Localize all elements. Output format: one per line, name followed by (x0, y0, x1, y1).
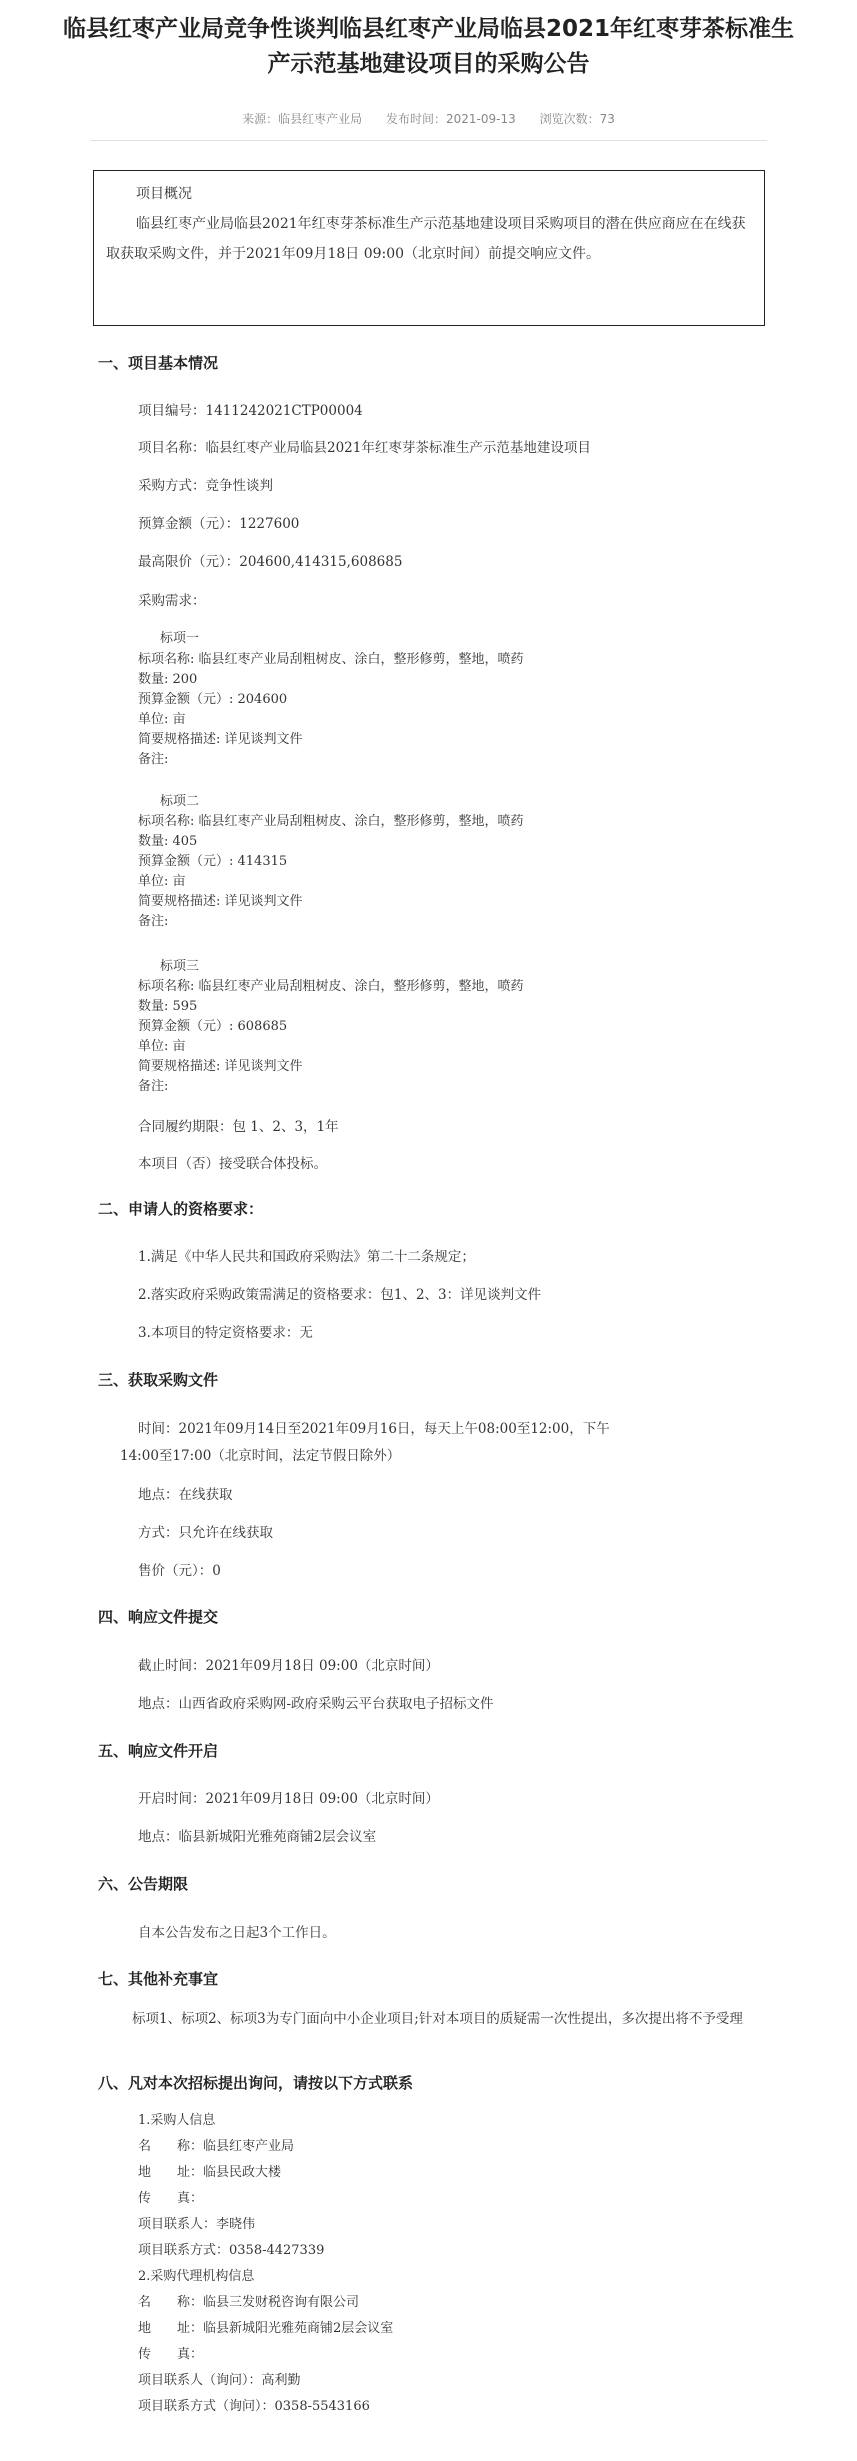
submission-place: 地点：山西省政府采购网-政府采购云平台获取电子招标文件 (138, 1696, 494, 1712)
lot-1-note: 备注: (138, 752, 169, 767)
project-number: 项目编号：1411242021CTP00004 (138, 403, 363, 419)
section-4-heading: 四、响应文件提交 (98, 1608, 219, 1626)
consortium-note: 本项目（否）接受联合体投标。 (138, 1156, 327, 1172)
obtain-time-line-1: 时间：2021年09月14日至2021年09月16日，每天上午08:00至12:00，下午 (138, 1421, 610, 1437)
section-2-heading: 二、申请人的资格要求： (98, 1200, 264, 1218)
qualification-2: 2.落实政府采购政策需满足的资格要求：包1、2、3：详见谈判文件 (138, 1287, 542, 1303)
section-1-heading: 一、项目基本情况 (98, 354, 219, 372)
buyer-fax: 传 真： (138, 2191, 204, 2206)
lot-3-spec: 简要规格描述: 详见谈判文件 (138, 1059, 303, 1074)
qualification-3: 3.本项目的特定资格要求：无 (138, 1325, 313, 1341)
section-8-heading: 八、凡对本次招标提出询问，请按以下方式联系 (98, 2074, 414, 2092)
contract-period: 合同履约期限：包 1、2、3，1年 (138, 1119, 339, 1135)
agent-name: 名 称：临县三发财税咨询有限公司 (138, 2295, 360, 2310)
budget-amount: 预算金额（元）：1227600 (138, 516, 300, 532)
lot-2-unit: 单位: 亩 (138, 874, 186, 889)
obtain-way: 方式：只允许在线获取 (138, 1525, 273, 1541)
agent-info-heading: 2.采购代理机构信息 (138, 2269, 255, 2284)
divider (90, 140, 767, 141)
lot-2-note: 备注: (138, 914, 169, 929)
lot-3-unit: 单位: 亩 (138, 1039, 186, 1054)
section-5-heading: 五、响应文件开启 (98, 1742, 219, 1760)
publish-time: 发布时间：2021-09-13 (385, 112, 516, 126)
lot-1-unit: 单位: 亩 (138, 712, 186, 727)
lot-3-qty: 数量: 595 (138, 999, 198, 1014)
lot-3-budget: 预算金额（元）: 608685 (138, 1019, 288, 1034)
source-label: 来源：临县红枣产业局 (242, 112, 363, 126)
lot-2-budget: 预算金额（元）: 414315 (138, 854, 288, 869)
agent-fax: 传 真： (138, 2347, 204, 2362)
lot-1-qty: 数量: 200 (138, 672, 198, 687)
lot-3-item: 标项名称: 临县红枣产业局刮粗树皮、涂白，整形修剪，整地，喷药 (138, 979, 524, 994)
buyer-address: 地 址：临县民政大楼 (138, 2165, 282, 2180)
overview-heading: 项目概况 (136, 186, 192, 202)
opening-place: 地点：临县新城阳光雅苑商铺2层会议室 (138, 1829, 377, 1845)
submission-deadline: 截止时间：2021年09月18日 09:00（北京时间） (138, 1658, 439, 1674)
lot-3-note: 备注: (138, 1079, 169, 1094)
obtain-time-line-2: 14:00至17:00（北京时间，法定节假日除外） (120, 1448, 401, 1464)
max-price: 最高限价（元）：204600,414315,608685 (138, 554, 403, 570)
agent-phone: 项目联系方式（询问）：0358-5543166 (138, 2399, 370, 2414)
lot-1-spec: 简要规格描述: 详见谈判文件 (138, 732, 303, 747)
agent-contact: 项目联系人（询问）：高利勤 (138, 2373, 301, 2388)
section-6-heading: 六、公告期限 (98, 1875, 189, 1893)
opening-time: 开启时间：2021年09月18日 09:00（北京时间） (138, 1791, 439, 1807)
needs-label: 采购需求： (138, 593, 206, 609)
buyer-name: 名 称：临县红枣产业局 (138, 2139, 295, 2154)
view-count: 浏览次数：73 (539, 112, 615, 126)
buyer-contact: 项目联系人：李晓伟 (138, 2217, 256, 2232)
page-title: 临县红枣产业局竞争性谈判临县红枣产业局临县2021年红枣芽茶标准生产示范基地建设项目的采购公告 (62, 16, 794, 77)
lot-2-item: 标项名称: 临县红枣产业局刮粗树皮、涂白，整形修剪，整地，喷药 (138, 814, 524, 829)
project-name: 项目名称：临县红枣产业局临县2021年红枣芽茶标准生产示范基地建设项目 (138, 440, 591, 456)
document-price: 售价（元）：0 (138, 1563, 221, 1579)
agent-address: 地 址：临县新城阳光雅苑商铺2层会议室 (138, 2321, 394, 2336)
section-3-heading: 三、获取采购文件 (98, 1371, 219, 1389)
procurement-method: 采购方式：竞争性谈判 (138, 478, 273, 494)
lot-1-heading: 标项一 (160, 631, 200, 646)
buyer-phone: 项目联系方式：0358-4427339 (138, 2243, 325, 2258)
section-7-heading: 七、其他补充事宜 (98, 1970, 219, 1988)
buyer-info-heading: 1.采购人信息 (138, 2113, 216, 2128)
lot-3-heading: 标项三 (160, 959, 200, 974)
lot-1-item: 标项名称: 临县红枣产业局刮粗树皮、涂白，整形修剪，整地，喷药 (138, 652, 524, 667)
supplementary-notes: 标项1、标项2、标项3为专门面向中小企业项目;针对本项目的质疑需一次性提出，多次提出将不予受理 (132, 2011, 743, 2027)
lot-1-budget: 预算金额（元）: 204600 (138, 692, 288, 707)
project-overview-box (93, 170, 765, 326)
lot-2-qty: 数量: 405 (138, 834, 198, 849)
article-meta (60, 110, 797, 127)
qualification-1: 1.满足《中华人民共和国政府采购法》第二十二条规定； (138, 1249, 475, 1265)
lot-2-heading: 标项二 (160, 794, 200, 809)
notice-period: 自本公告发布之日起3个工作日。 (138, 1925, 336, 1941)
obtain-place: 地点：在线获取 (138, 1487, 233, 1503)
lot-2-spec: 简要规格描述: 详见谈判文件 (138, 894, 303, 909)
overview-body: 临县红枣产业局临县2021年红枣芽茶标准生产示范基地建设项目采购项目的潜在供应商应在在线获取获取采购文件，并于2021年09月18日 09:00（北京时间）前提交响应文件。 (106, 216, 746, 262)
